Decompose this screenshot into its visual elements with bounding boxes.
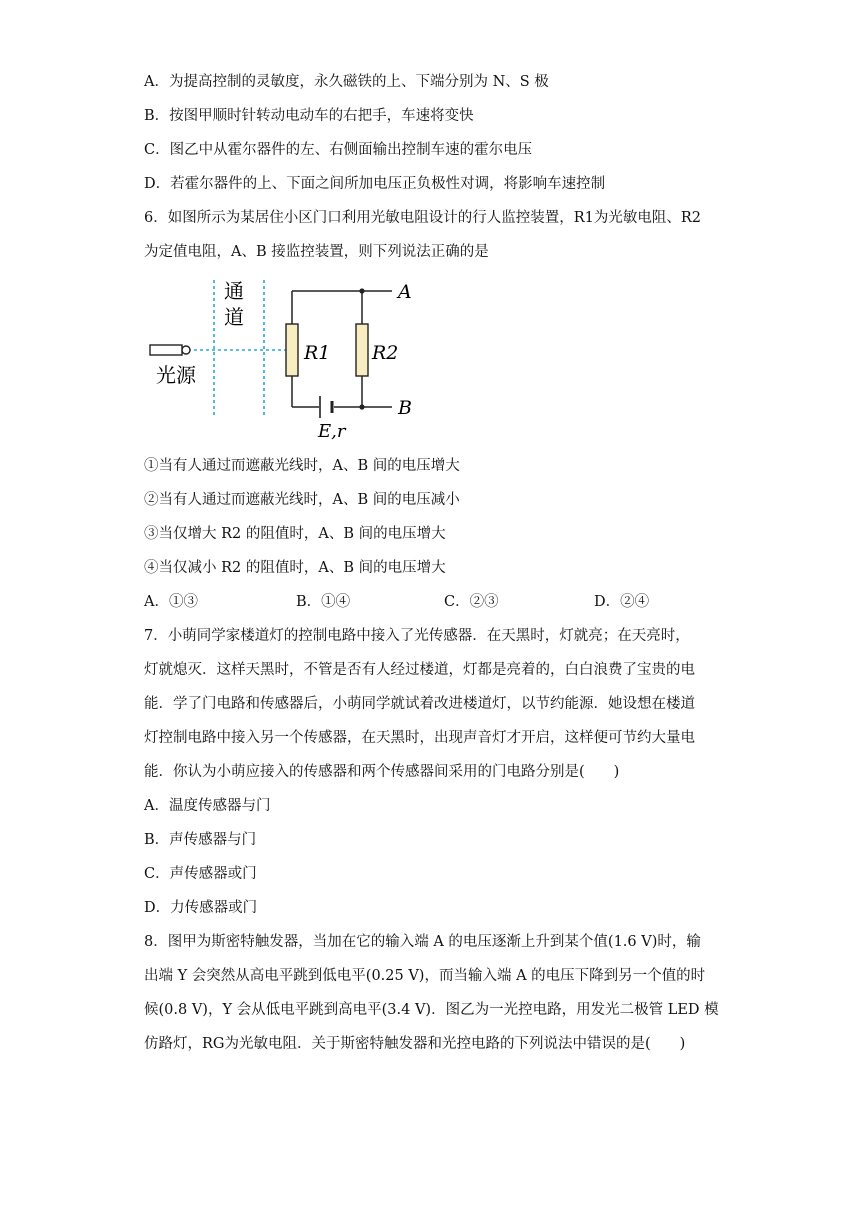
q6-stem-line-1: 6．如图所示为某居住小区门口利用光敏电阻设计的行人监控装置，R1为光敏电阻、R2 [144,210,702,226]
q7-stem-line-5: 能．你认为小萌应接入的传感器和两个传感器间采用的门电路分别是( ) [144,764,620,780]
q7-option-a: A．温度传感器与门 [144,798,271,814]
q6-statement-1: ①当有人通过而遮蔽光线时，A、B 间的电压增大 [144,458,460,474]
q6-option-d: D．②④ [594,594,650,610]
battery-label: E,r [318,421,346,442]
r2-label: R2 [372,342,399,364]
q6-circuit-diagram [146,274,416,444]
q7-stem-line-2: 灯就熄灭．这样天黑时，不管是否有人经过楼道，灯都是亮着的，白白浪费了宝贵的电 [144,662,695,678]
q6-statement-3: ③当仅增大 R2 的阻值时，A、B 间的电压增大 [144,526,446,542]
q8-stem-line-1: 8．图甲为斯密特触发器，当加在它的输入端 A 的电压逐渐上升到某个值(1.6 V)时，输 [144,934,701,950]
q6-statement-2: ②当有人通过而遮蔽光线时，A、B 间的电压减小 [144,492,460,508]
q8-stem-line-3: 候(0.8 V)，Y 会从低电平跳到高电平(3.4 V)．图乙为一光控电路，用发光二极管 LED 模 [144,1002,719,1018]
light-source-icon [150,345,182,355]
q8-stem-line-4: 仿路灯，RG为光敏电阻．关于斯密特触发器和光控电路的下列说法中错误的是( ) [144,1036,686,1052]
r2-resistor [356,324,368,376]
q7-option-b: B．声传感器与门 [144,832,257,848]
q7-stem-line-3: 能．学了门电路和传感器后，小萌同学就试着改进楼道灯，以节约能源．她设想在楼道 [144,696,695,712]
terminal-b-label: B [398,397,412,419]
channel-label-1: 通 [224,279,244,303]
q8-stem-line-2: 出端 Y 会突然从高电平跳到低电平(0.25 V)，而当输入端 A 的电压下降到另一个值的时 [144,968,706,984]
q7-option-c: C．声传感器或门 [144,866,257,882]
q7-stem-line-1: 7．小萌同学家楼道灯的控制电路中接入了光传感器．在天黑时，灯就亮；在天亮时， [144,628,690,644]
channel-label-2: 道 [224,305,244,329]
light-source-label: 光源 [156,363,196,387]
q6-option-c: C．②③ [444,594,499,610]
q6-option-a: A．①③ [144,594,198,610]
q7-option-d: D．力传感器或门 [144,900,258,916]
q5-option-b: B．按图甲顺时针转动电动车的右把手，车速将变快 [144,108,474,124]
q5-option-d: D．若霍尔器件的上、下面之间所加电压正负极性对调，将影响车速控制 [144,176,606,192]
q6-statement-4: ④当仅减小 R2 的阻值时，A、B 间的电压增大 [144,560,446,576]
r1-label: R1 [304,342,331,364]
terminal-a-label: A [398,281,412,303]
q7-stem-line-4: 灯控制电路中接入另一个传感器，在天黑时，出现声音灯才开启，这样便可节约大量电 [144,730,695,746]
q5-option-a: A．为提高控制的灵敏度，永久磁铁的上、下端分别为 N、S 极 [144,74,549,90]
q5-option-c: C．图乙中从霍尔器件的左、右侧面输出控制车速的霍尔电压 [144,142,533,158]
r1-resistor [286,324,298,376]
q6-stem-line-2: 为定值电阻，A、B 接监控装置，则下列说法正确的是 [144,244,489,260]
q6-option-b: B．①④ [296,594,351,610]
